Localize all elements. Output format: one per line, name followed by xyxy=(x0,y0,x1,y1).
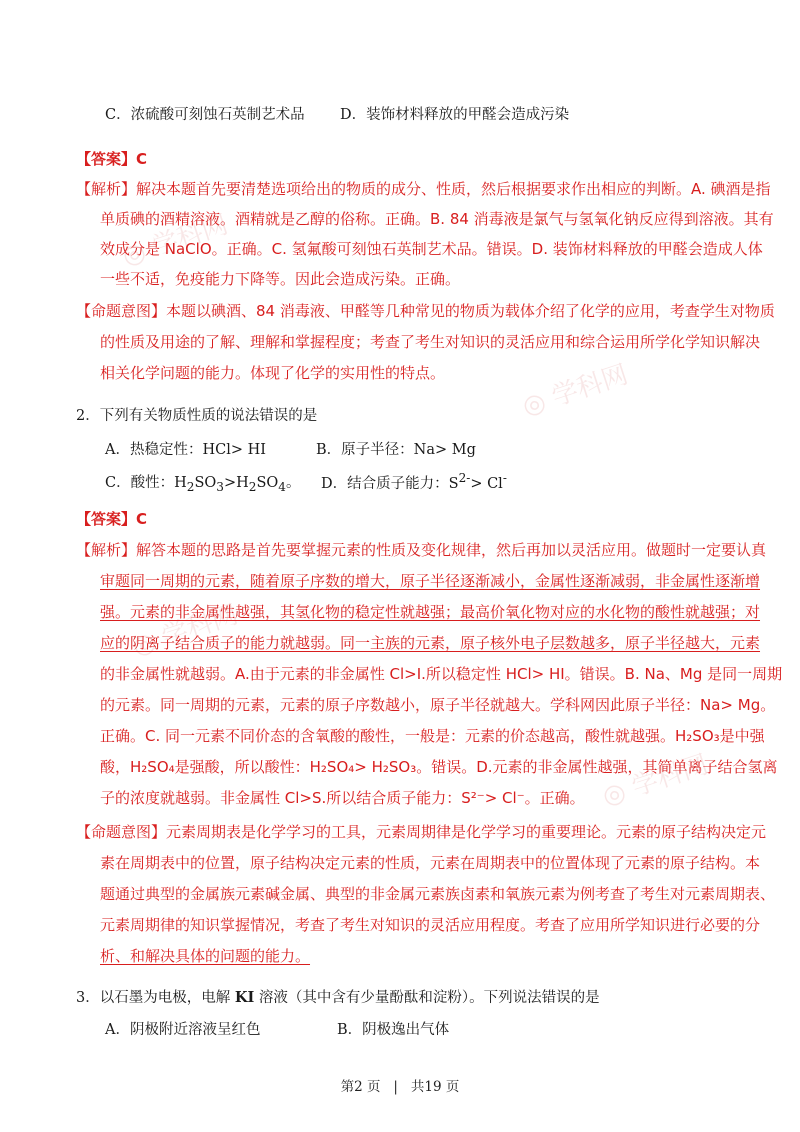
q2-analysis-line-7: 正确。C. 同一元素不同价态的含氧酸的酸性，一般是：元素的价态越高，酸性就越强。H₂SO₃是中强 xyxy=(100,727,765,745)
q2-analysis-line-4: 应的阴离子结合质子的能力就越弱。同一主族的元素，原子核外电子层数越多，原子半径越大，元素 xyxy=(100,634,761,652)
q2-analysis-line-3: 强。元素的非金属性越强，其氢化物的稳定性就越强；最高价氧化物对应的水化物的酸性就越强；对 xyxy=(100,603,761,621)
q2-intent-line-4: 元素周期律的知识掌握情况，考查了考生对知识的灵活应用程度。考查了应用所学知识进行必要的分 xyxy=(100,916,761,934)
q2-analysis-line-6: 的元素。同一周期的元素，元素的原子序数越小，原子半径就越大。学科网因此原子半径：Na> Mg。 xyxy=(100,696,776,714)
q3-option-a: A．阴极附近溶液呈红色 xyxy=(105,1022,261,1038)
watermark-logo-3: ◎ 学科网 xyxy=(128,599,242,662)
q2-intent-line-2: 素在周期表中的位置，原子结构决定元素的性质，元素在周期表中的位置体现了元素的原子结构。本 xyxy=(100,854,761,872)
q2-analysis-line-5: 的非金属性就越弱。A.由于元素的非金属性 Cl>I.所以稳定性 HCl> HI。错误。B. Na、Mg 是同一周期 xyxy=(100,665,783,683)
q1-option-d: D．装饰材料释放的甲醛会造成污染 xyxy=(340,107,570,123)
q3-stem: 3．以石墨为电极，电解 KI 溶液（其中含有少量酚酞和淀粉）。下列说法错误的是 xyxy=(76,989,600,1006)
footer-total-pages: 共19 页 xyxy=(410,1079,460,1095)
q2-option-b: B．原子半径：Na> Mg xyxy=(316,442,476,458)
q1-intent-line-2: 的性质及用途的了解、理解和掌握程度；考查了考生对知识的灵活应用和综合运用所学化学知识解决 xyxy=(100,333,761,351)
q2-intent-line-5: 析、和解决具体的问题的能力。 xyxy=(100,947,311,965)
q2-answer: 【答案】C xyxy=(76,510,148,528)
q2-analysis-line-9: 子的浓度就越弱。非金属性 Cl>S.所以结合质子能力：S²⁻> Cl⁻。正确。 xyxy=(100,789,585,807)
q2-option-a: A．热稳定性：HCl> HI xyxy=(105,442,266,458)
watermark-logo-1: ◎ 学科网 xyxy=(118,209,232,272)
q2-option-c: C．酸性：$H_2SO_3>H_2SO_4$。 xyxy=(105,475,301,494)
q1-intent-line-3: 相关化学问题的能力。体现了化学的实用性的特点。 xyxy=(100,364,446,382)
q2-intent-line-3: 题通过典型的金属族元素碱金属、典型的非金属元素族卤素和氧族元素为例考查了考生对元素周期表、 xyxy=(100,885,776,903)
q2-analysis-line-1: 【解析】解答本题的思路是首先要掌握元素的性质及变化规律，然后再加以灵活应用。做题时一定要认真 xyxy=(76,541,767,559)
q1-answer: 【答案】C xyxy=(76,150,148,168)
q2-intent-line-1: 【命题意图】元素周期表是化学学习的工具，元素周期律是化学学习的重要理论。元素的原子结构决定元 xyxy=(76,823,767,841)
q1-analysis-line-3: 效成分是 NaClO。正确。C. 氢氟酸可刻蚀石英制艺术品。错误。D. 装饰材料释放的甲醛会造成人体 xyxy=(100,240,763,258)
watermark-logo-2: ◎ 学科网 xyxy=(518,359,632,422)
page-footer xyxy=(0,1075,800,1095)
q2-analysis-line-8: 酸，H₂SO₄是强酸，所以酸性：H₂SO₄> H₂SO₃。错误。D.元素的非金属性越强，其简单离子结合氢离 xyxy=(100,758,778,776)
q1-option-c: C．浓硫酸可刻蚀石英制艺术品 xyxy=(105,107,305,123)
q2-option-d: D．结合质子能力：$S^{2-}> Cl^-$ xyxy=(321,471,507,492)
q1-analysis-line-2: 单质碘的酒精溶液。酒精就是乙醇的俗称。正确。B. 84 消毒液是氯气与氢氧化钠反应得到溶液。其有 xyxy=(100,210,774,228)
q1-analysis-line-4: 一些不适，免疫能力下降等。因此会造成污染。正确。 xyxy=(100,270,461,288)
footer-page-number: 第2 页 xyxy=(340,1079,381,1095)
watermark-logo-4: ◎ 学科网 xyxy=(598,749,712,812)
q1-intent-line-1: 【命题意图】本题以碘酒、84 消毒液、甲醛等几种常见的物质为载体介绍了化学的应用，考查学生对物质 xyxy=(76,302,775,320)
q2-stem: 2．下列有关物质性质的说法错误的是 xyxy=(76,408,318,424)
q3-option-b: B．阴极逸出气体 xyxy=(337,1022,450,1038)
q2-analysis-line-2: 审题同一周期的元素，随着原子序数的增大，原子半径逐渐减小，金属性逐渐减弱，非金属性逐渐增 xyxy=(100,572,761,590)
footer-separator: | xyxy=(393,1079,398,1095)
q1-analysis-line-1: 【解析】解决本题首先要清楚选项给出的物质的成分、性质，然后根据要求作出相应的判断。A. 碘酒是指 xyxy=(76,180,771,198)
